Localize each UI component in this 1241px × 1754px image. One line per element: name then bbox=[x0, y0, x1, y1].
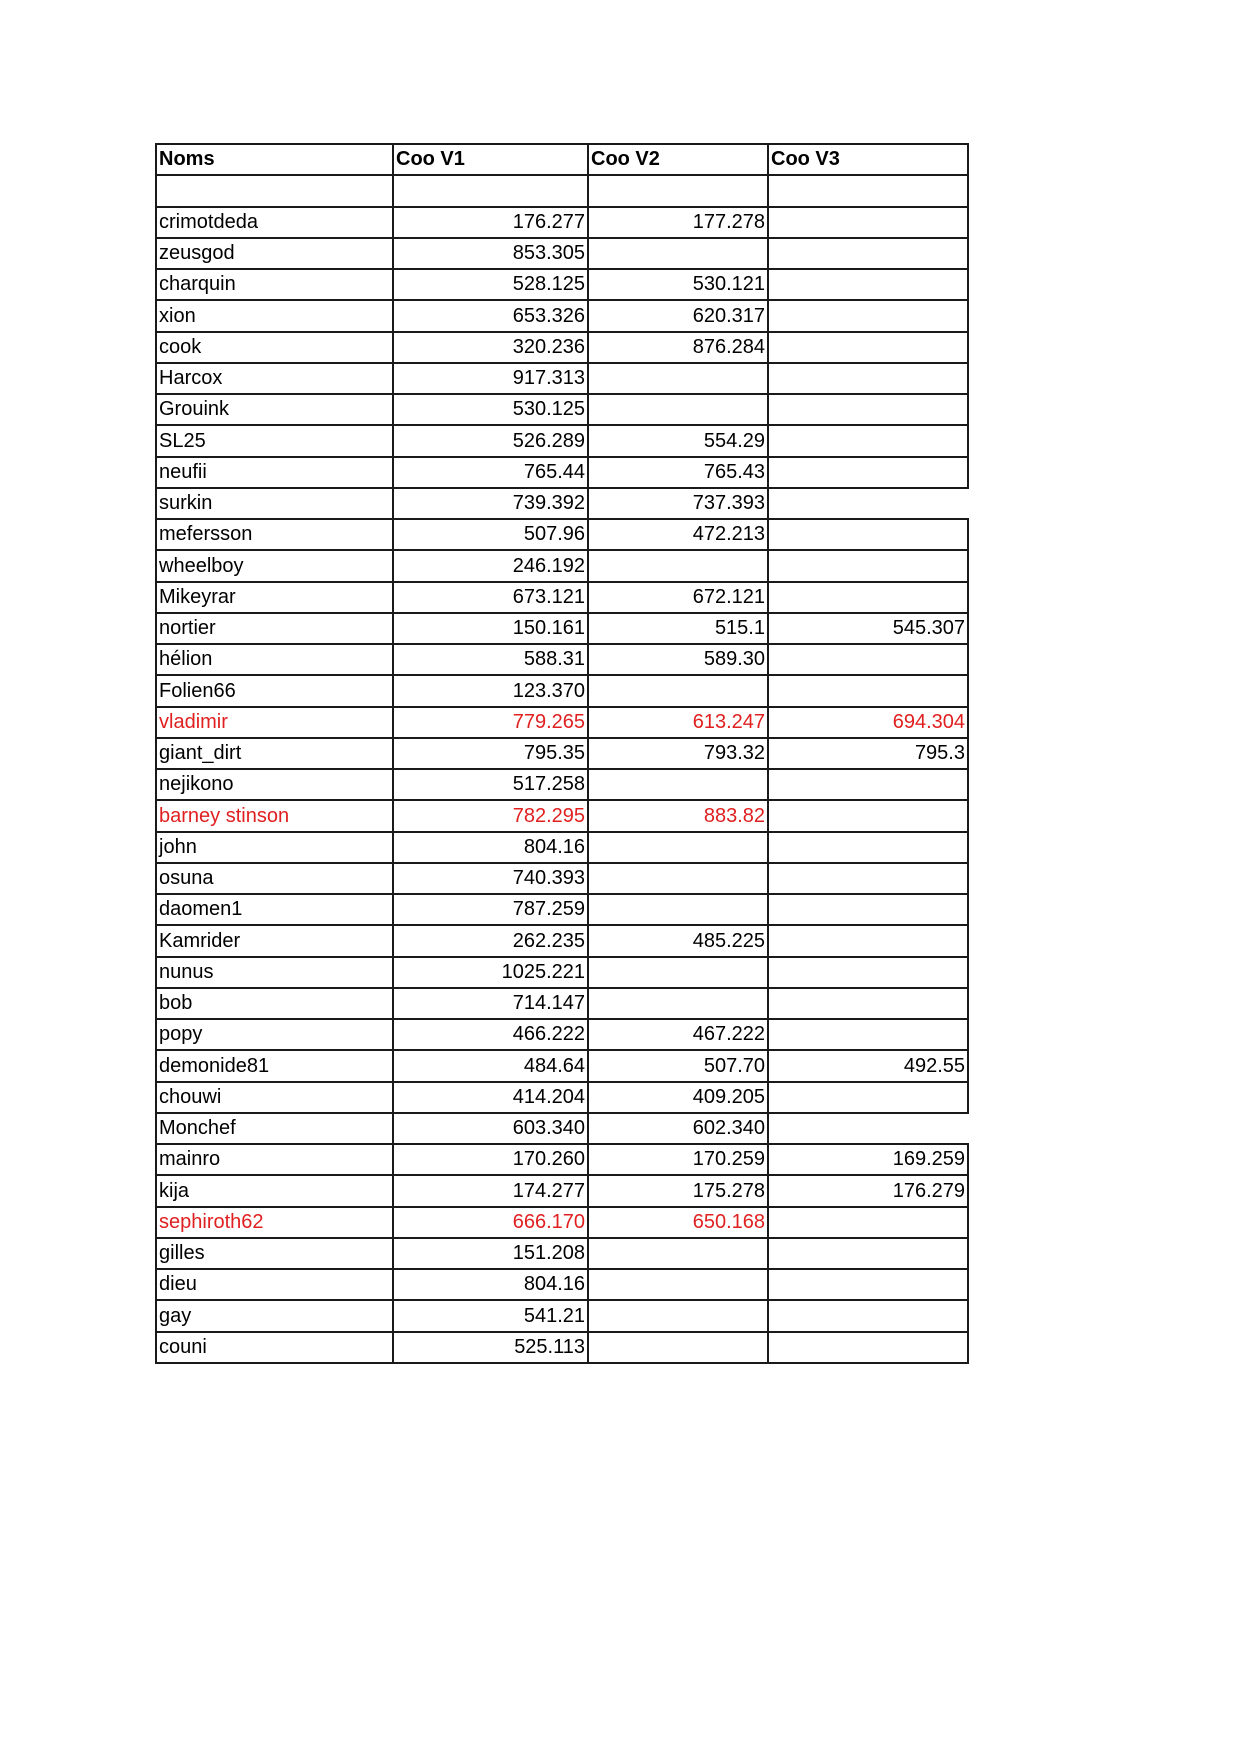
table-row bbox=[156, 300, 968, 331]
coo-v2-cell bbox=[588, 957, 768, 988]
name-cell: popy bbox=[156, 1019, 393, 1050]
coo-v1-cell: 714.147 bbox=[393, 988, 588, 1019]
name-cell: SL25 bbox=[156, 425, 393, 456]
coo-v2-cell: 765.43 bbox=[588, 457, 768, 488]
name-cell: bob bbox=[156, 988, 393, 1019]
coo-v3-cell bbox=[768, 1332, 968, 1363]
coo-v3-cell bbox=[768, 644, 968, 675]
table-row bbox=[156, 332, 968, 363]
coo-v1-cell: 779.265 bbox=[393, 707, 588, 738]
coo-v1-cell: 530.125 bbox=[393, 394, 588, 425]
coo-v3-cell bbox=[768, 269, 968, 300]
coo-v1-cell: 666.170 bbox=[393, 1207, 588, 1238]
table-row bbox=[156, 363, 968, 394]
coo-v1-cell: 150.161 bbox=[393, 613, 588, 644]
coo-v1-cell: 525.113 bbox=[393, 1332, 588, 1363]
name-cell: dieu bbox=[156, 1269, 393, 1300]
coo-v3-cell: 176.279 bbox=[768, 1175, 968, 1206]
coo-v2-cell bbox=[588, 1300, 768, 1331]
coo-v3-cell bbox=[768, 457, 968, 488]
table-row bbox=[156, 1269, 968, 1300]
name-cell: mefersson bbox=[156, 519, 393, 550]
coo-v2-cell: 737.393 bbox=[588, 488, 768, 519]
coo-v1-cell: 246.192 bbox=[393, 550, 588, 581]
coo-v1-cell: 588.31 bbox=[393, 644, 588, 675]
name-cell: osuna bbox=[156, 863, 393, 894]
coo-v1-cell: 1025.221 bbox=[393, 957, 588, 988]
coo-v1-cell: 739.392 bbox=[393, 488, 588, 519]
coo-v1-cell: 176.277 bbox=[393, 207, 588, 238]
coo-v3-cell bbox=[768, 488, 968, 519]
blank-cell bbox=[156, 175, 393, 206]
name-cell: nejikono bbox=[156, 769, 393, 800]
coo-v2-cell: 613.247 bbox=[588, 707, 768, 738]
coo-v1-cell: 795.35 bbox=[393, 738, 588, 769]
table-row bbox=[156, 1332, 968, 1363]
coo-v2-cell bbox=[588, 238, 768, 269]
coo-v2-cell: 530.121 bbox=[588, 269, 768, 300]
coo-v3-cell bbox=[768, 863, 968, 894]
coo-v1-cell: 917.313 bbox=[393, 363, 588, 394]
coo-v1-cell: 174.277 bbox=[393, 1175, 588, 1206]
coo-v2-cell: 515.1 bbox=[588, 613, 768, 644]
coo-v3-cell bbox=[768, 519, 968, 550]
coo-v3-cell bbox=[768, 800, 968, 831]
coo-v3-cell: 694.304 bbox=[768, 707, 968, 738]
name-cell: couni bbox=[156, 1332, 393, 1363]
coo-v3-cell bbox=[768, 925, 968, 956]
coo-v3-cell bbox=[768, 894, 968, 925]
coo-v2-cell: 620.317 bbox=[588, 300, 768, 331]
name-cell: cook bbox=[156, 332, 393, 363]
coo-v2-cell bbox=[588, 988, 768, 1019]
name-cell: neufii bbox=[156, 457, 393, 488]
name-cell: hélion bbox=[156, 644, 393, 675]
name-cell: kija bbox=[156, 1175, 393, 1206]
coo-v2-cell: 175.278 bbox=[588, 1175, 768, 1206]
coo-v2-cell: 409.205 bbox=[588, 1082, 768, 1113]
coo-v3-cell bbox=[768, 1019, 968, 1050]
coo-v1-cell: 787.259 bbox=[393, 894, 588, 925]
table-row bbox=[156, 1082, 968, 1113]
coo-v3-cell bbox=[768, 363, 968, 394]
coo-v1-cell: 170.260 bbox=[393, 1144, 588, 1175]
header-coo-v1: Coo V1 bbox=[393, 144, 588, 175]
table-row bbox=[156, 613, 968, 644]
name-cell: xion bbox=[156, 300, 393, 331]
coo-v1-cell: 517.258 bbox=[393, 769, 588, 800]
header-noms: Noms bbox=[156, 144, 393, 175]
coo-v1-cell: 320.236 bbox=[393, 332, 588, 363]
coordinates-table bbox=[155, 143, 969, 1364]
name-cell: Kamrider bbox=[156, 925, 393, 956]
coo-v1-cell: 782.295 bbox=[393, 800, 588, 831]
header-coo-v3: Coo V3 bbox=[768, 144, 968, 175]
coo-v2-cell: 650.168 bbox=[588, 1207, 768, 1238]
table-row bbox=[156, 1175, 968, 1206]
table-row bbox=[156, 1238, 968, 1269]
name-cell: vladimir bbox=[156, 707, 393, 738]
table-row bbox=[156, 988, 968, 1019]
table-row bbox=[156, 457, 968, 488]
table-row bbox=[156, 925, 968, 956]
coo-v3-cell bbox=[768, 832, 968, 863]
coo-v2-cell: 467.222 bbox=[588, 1019, 768, 1050]
table-row bbox=[156, 957, 968, 988]
name-cell: wheelboy bbox=[156, 550, 393, 581]
table-row bbox=[156, 207, 968, 238]
coo-v3-cell bbox=[768, 238, 968, 269]
coo-v1-cell: 466.222 bbox=[393, 1019, 588, 1050]
table-row bbox=[156, 1144, 968, 1175]
table-row bbox=[156, 1050, 968, 1081]
name-cell: Mikeyrar bbox=[156, 582, 393, 613]
table-row bbox=[156, 394, 968, 425]
coo-v3-cell bbox=[768, 675, 968, 706]
name-cell: nortier bbox=[156, 613, 393, 644]
coo-v2-cell: 883.82 bbox=[588, 800, 768, 831]
name-cell: sephiroth62 bbox=[156, 1207, 393, 1238]
coo-v3-cell bbox=[768, 1269, 968, 1300]
name-cell: john bbox=[156, 832, 393, 863]
coo-v3-cell bbox=[768, 550, 968, 581]
table-row bbox=[156, 582, 968, 613]
coo-v2-cell: 485.225 bbox=[588, 925, 768, 956]
coo-v2-cell: 170.259 bbox=[588, 1144, 768, 1175]
table-row bbox=[156, 1113, 968, 1144]
table-row bbox=[156, 894, 968, 925]
table-row bbox=[156, 238, 968, 269]
table-body bbox=[156, 144, 968, 1363]
coo-v3-cell bbox=[768, 300, 968, 331]
table-row bbox=[156, 488, 968, 519]
blank-cell bbox=[768, 175, 968, 206]
coo-v3-cell: 795.3 bbox=[768, 738, 968, 769]
table-row bbox=[156, 675, 968, 706]
coo-v3-cell bbox=[768, 425, 968, 456]
coo-v3-cell: 545.307 bbox=[768, 613, 968, 644]
coo-v2-cell bbox=[588, 832, 768, 863]
coo-v2-cell bbox=[588, 894, 768, 925]
coo-v2-cell bbox=[588, 1238, 768, 1269]
coo-v1-cell: 123.370 bbox=[393, 675, 588, 706]
name-cell: gay bbox=[156, 1300, 393, 1331]
coo-v1-cell: 673.121 bbox=[393, 582, 588, 613]
table-row bbox=[156, 550, 968, 581]
coo-v1-cell: 765.44 bbox=[393, 457, 588, 488]
coo-v2-cell bbox=[588, 675, 768, 706]
coo-v1-cell: 603.340 bbox=[393, 1113, 588, 1144]
table-row bbox=[156, 707, 968, 738]
coo-v3-cell: 169.259 bbox=[768, 1144, 968, 1175]
coo-v2-cell bbox=[588, 1269, 768, 1300]
name-cell: surkin bbox=[156, 488, 393, 519]
table-row bbox=[156, 519, 968, 550]
coo-v3-cell bbox=[768, 394, 968, 425]
coo-v2-cell: 876.284 bbox=[588, 332, 768, 363]
coo-v1-cell: 414.204 bbox=[393, 1082, 588, 1113]
coo-v2-cell bbox=[588, 863, 768, 894]
coo-v3-cell bbox=[768, 1238, 968, 1269]
coo-v1-cell: 853.305 bbox=[393, 238, 588, 269]
table-row bbox=[156, 1207, 968, 1238]
table-row bbox=[156, 269, 968, 300]
coo-v1-cell: 804.16 bbox=[393, 832, 588, 863]
coo-v2-cell: 589.30 bbox=[588, 644, 768, 675]
table-row bbox=[156, 738, 968, 769]
coo-v1-cell: 262.235 bbox=[393, 925, 588, 956]
coo-v2-cell: 602.340 bbox=[588, 1113, 768, 1144]
coo-v2-cell bbox=[588, 363, 768, 394]
table-row bbox=[156, 832, 968, 863]
coo-v2-cell: 672.121 bbox=[588, 582, 768, 613]
name-cell: barney stinson bbox=[156, 800, 393, 831]
name-cell: mainro bbox=[156, 1144, 393, 1175]
coo-v3-cell bbox=[768, 988, 968, 1019]
coo-v3-cell bbox=[768, 332, 968, 363]
coo-v2-cell bbox=[588, 394, 768, 425]
table-row bbox=[156, 425, 968, 456]
name-cell: nunus bbox=[156, 957, 393, 988]
blank-row bbox=[156, 175, 968, 206]
coo-v2-cell bbox=[588, 550, 768, 581]
name-cell: zeusgod bbox=[156, 238, 393, 269]
coo-v3-cell: 492.55 bbox=[768, 1050, 968, 1081]
name-cell: charquin bbox=[156, 269, 393, 300]
table-row bbox=[156, 800, 968, 831]
coo-v3-cell bbox=[768, 957, 968, 988]
coo-v1-cell: 653.326 bbox=[393, 300, 588, 331]
name-cell: gilles bbox=[156, 1238, 393, 1269]
header-coo-v2: Coo V2 bbox=[588, 144, 768, 175]
coo-v3-cell bbox=[768, 582, 968, 613]
coo-v3-cell bbox=[768, 207, 968, 238]
coo-v2-cell: 793.32 bbox=[588, 738, 768, 769]
coo-v1-cell: 507.96 bbox=[393, 519, 588, 550]
blank-cell bbox=[588, 175, 768, 206]
blank-cell bbox=[393, 175, 588, 206]
coo-v1-cell: 526.289 bbox=[393, 425, 588, 456]
coo-v2-cell bbox=[588, 769, 768, 800]
coo-v1-cell: 528.125 bbox=[393, 269, 588, 300]
table-row bbox=[156, 1300, 968, 1331]
name-cell: daomen1 bbox=[156, 894, 393, 925]
coo-v1-cell: 804.16 bbox=[393, 1269, 588, 1300]
name-cell: Grouink bbox=[156, 394, 393, 425]
name-cell: demonide81 bbox=[156, 1050, 393, 1081]
coo-v2-cell: 472.213 bbox=[588, 519, 768, 550]
coo-v2-cell: 507.70 bbox=[588, 1050, 768, 1081]
coo-v2-cell: 554.29 bbox=[588, 425, 768, 456]
coo-v1-cell: 484.64 bbox=[393, 1050, 588, 1081]
name-cell: Harcox bbox=[156, 363, 393, 394]
coo-v2-cell bbox=[588, 1332, 768, 1363]
coo-v3-cell bbox=[768, 1300, 968, 1331]
coo-v1-cell: 541.21 bbox=[393, 1300, 588, 1331]
table-row bbox=[156, 1019, 968, 1050]
name-cell: Monchef bbox=[156, 1113, 393, 1144]
coo-v3-cell bbox=[768, 1082, 968, 1113]
table-row bbox=[156, 769, 968, 800]
name-cell: chouwi bbox=[156, 1082, 393, 1113]
coo-v2-cell: 177.278 bbox=[588, 207, 768, 238]
name-cell: crimotdeda bbox=[156, 207, 393, 238]
coo-v3-cell bbox=[768, 1207, 968, 1238]
table-row bbox=[156, 863, 968, 894]
coo-v1-cell: 151.208 bbox=[393, 1238, 588, 1269]
name-cell: giant_dirt bbox=[156, 738, 393, 769]
coo-v3-cell bbox=[768, 1113, 968, 1144]
coo-v1-cell: 740.393 bbox=[393, 863, 588, 894]
table-row bbox=[156, 644, 968, 675]
name-cell: Folien66 bbox=[156, 675, 393, 706]
header-row bbox=[156, 144, 968, 175]
coo-v3-cell bbox=[768, 769, 968, 800]
